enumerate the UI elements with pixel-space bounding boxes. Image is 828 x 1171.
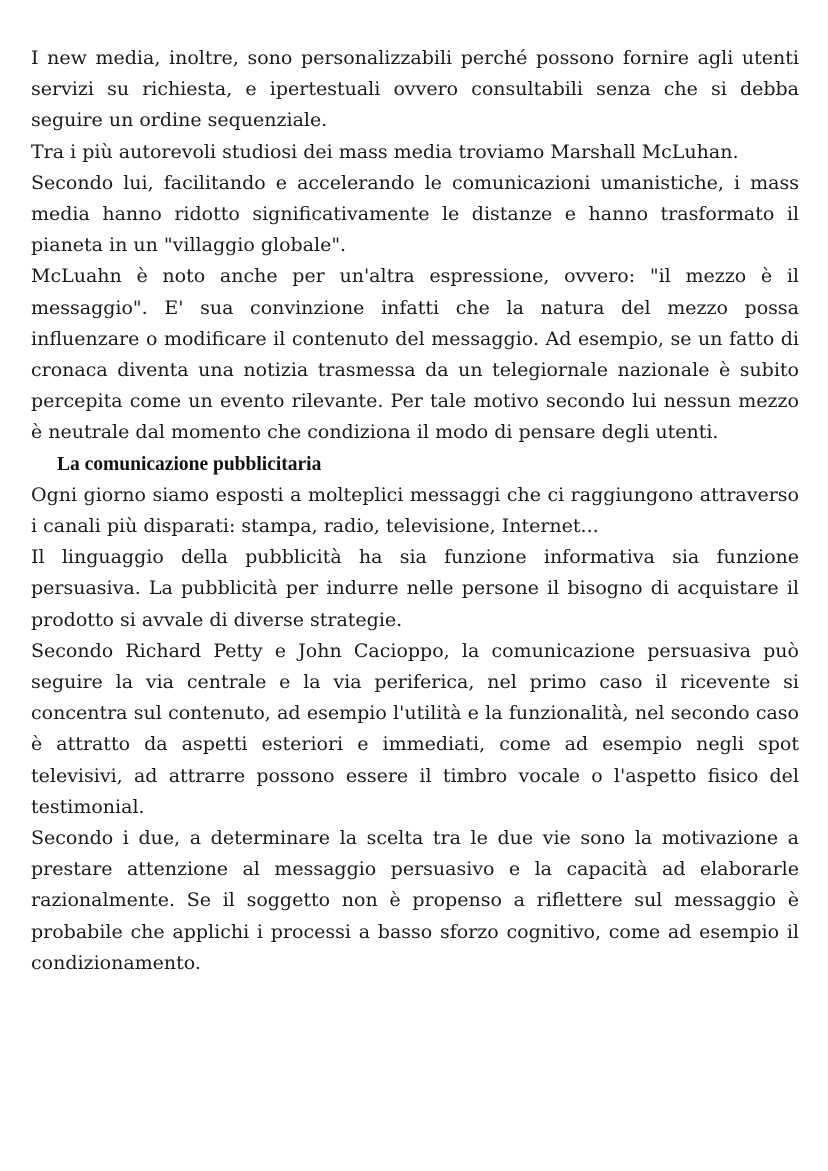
document-page (31, 43, 799, 979)
section-heading: La comunicazione pubblicitaria (57, 453, 322, 475)
paragraph-motivation: Secondo i due, a determinare la scelta tra le due vie sono la motivazione a prestare attenzione al messaggio persuasivo e la capacità ad elaborarle razionalmente. Se il soggetto non è propenso a riflettere sul messaggio è probabile che applichi i processi a basso sforzo cognitivo, come ad esempio il condizionamento. (31, 827, 799, 974)
paragraph-global-village: Secondo lui, facilitando e accelerando le comunicazioni umanistiche, i mass media hanno ridotto significativamente le distanze e hanno trasformato il pianeta in un "villaggio globale". (31, 171, 799, 257)
paragraph-new-media: I new media, inoltre, sono personalizzabili perché possono fornire agli utenti servizi su richiesta, e ipertestuali ovvero consultabili senza che si debba seguire un ordine sequenziale. (31, 47, 799, 132)
paragraph-petty-cacioppo: Secondo Richard Petty e John Cacioppo, la comunicazione persuasiva può seguire la via centrale e la via periferica, nel primo caso il ricevente si concentra sul contenuto, ad esempio l'utilità e la funzionalità, nel secondo caso è attratto da aspetti esteriori e immediati, come ad esempio negli spot televisivi, ad attrarre possono essere il timbro vocale o l'aspetto fisico del testimonial. (31, 639, 799, 818)
paragraph-mcluhan-intro: Tra i più autorevoli studiosi dei mass media troviamo Marshall McLuhan. (31, 140, 739, 163)
paragraph-daily-messages: Ogni giorno siamo esposti a molteplici messaggi che ci raggiungono attraverso i canali più disparati: stampa, radio, televisione, Internet... (31, 483, 799, 538)
paragraph-medium-message: McLuahn è noto anche per un'altra espressione, ovvero: "il mezzo è il messaggio". E' sua convinzione infatti che la natura del mezzo possa influenzare o modificare il contenuto del messaggio. Ad esempio, se un fatto di cronaca diventa una notizia trasmessa da un telegiornale nazionale è subito percepita come un evento rilevante. Per tale motivo secondo lui nessun mezzo è neutrale dal momento che condiziona il modo di pensare degli utenti. (31, 265, 799, 444)
paragraph-advertising-language: Il linguaggio della pubblicità ha sia funzione informativa sia funzione persuasiva. La pubblicità per indurre nelle persone il bisogno di acquistare il prodotto si avvale di diverse strategie. (31, 546, 799, 631)
